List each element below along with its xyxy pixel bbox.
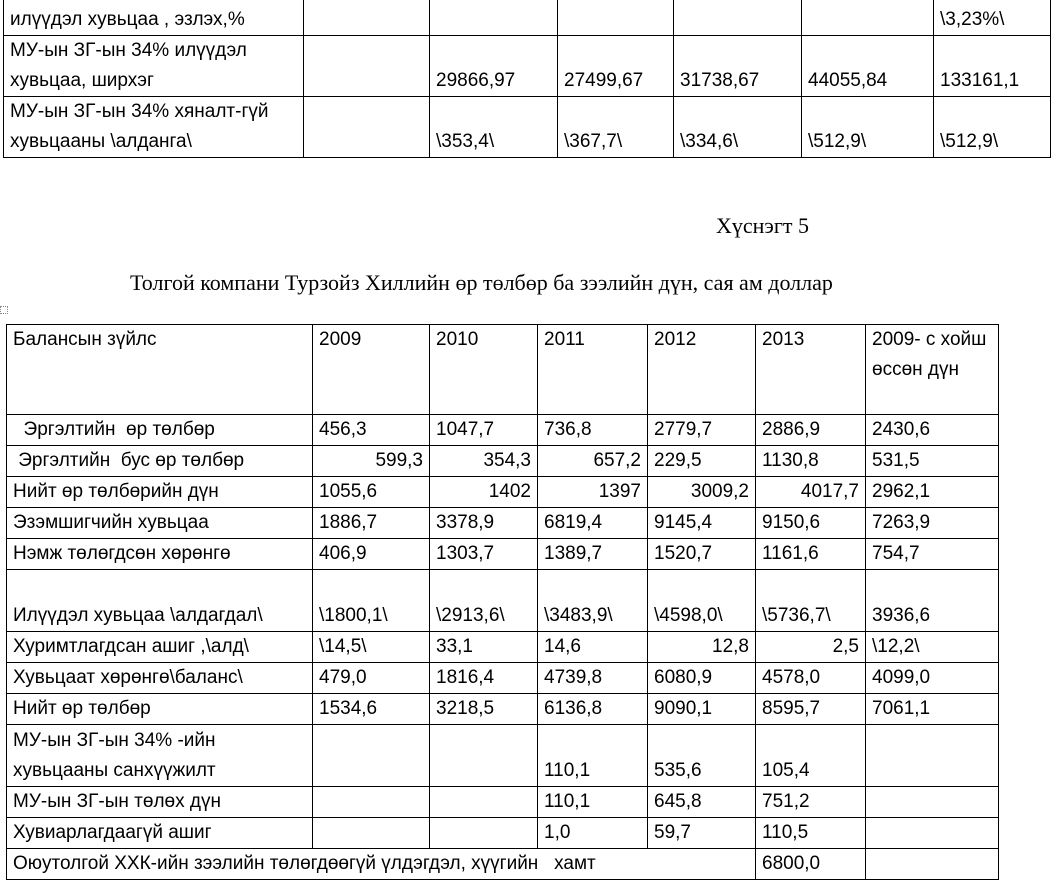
row-label: МУ-ын ЗГ-ын төлөх дүн: [7, 787, 313, 818]
main-table: [6, 324, 999, 880]
table-cell: 535,6: [648, 725, 756, 787]
table-cell: [430, 787, 538, 818]
table-cell: 599,3: [313, 446, 430, 477]
table-cell: [866, 725, 999, 787]
table-row: [4, 0, 1051, 36]
table-cell: 9090,1: [648, 694, 756, 725]
table-cell: 4578,0: [756, 663, 866, 694]
table-cell: 6819,4: [538, 508, 648, 539]
table-anchor-icon: [0, 306, 8, 314]
table-cell: [558, 0, 674, 36]
table-cell: [866, 787, 999, 818]
row-label: Хувиарлагдаагүй ашиг: [7, 818, 313, 849]
column-header: Балансын зүйлс: [7, 325, 313, 415]
table-cell: 12,8: [648, 632, 756, 663]
table-cell: [674, 0, 802, 36]
table-title: Толгой компани Турзойз Хиллийн өр төлбөр ба зээлийн дүн, сая ам доллар: [130, 270, 833, 295]
table-cell: 110,5: [756, 818, 866, 849]
table-cell: 3009,2: [648, 477, 756, 508]
row-label: Эргэлтийн өр төлбөр: [7, 415, 313, 446]
table-row: [7, 446, 999, 477]
table-cell: 44055,84: [802, 36, 934, 97]
table-cell: 479,0: [313, 663, 430, 694]
table-cell: \12,2\: [866, 632, 999, 663]
table-cell: 133161,1: [934, 36, 1051, 97]
table-cell: [430, 818, 538, 849]
column-header: 2009: [313, 325, 430, 415]
table-cell: [313, 818, 430, 849]
table-row: [7, 477, 999, 508]
table-cell: 1402: [430, 477, 538, 508]
table-cell: 1534,6: [313, 694, 430, 725]
table-cell: 9150,6: [756, 508, 866, 539]
table-cell: \512,9\: [802, 97, 934, 158]
top-table: [3, 0, 1051, 158]
table-cell: 14,6: [538, 632, 648, 663]
table-cell: \3,23%\: [934, 0, 1051, 36]
table-cell: 2430,6: [866, 415, 999, 446]
column-header: 2010: [430, 325, 538, 415]
row-label: Эргэлтийн бус өр төлбөр: [7, 446, 313, 477]
table-row: [4, 97, 1051, 158]
table-cell: 1055,6: [313, 477, 430, 508]
footer-value: 6800,0: [756, 849, 866, 880]
table-cell: \3483,9\: [538, 570, 648, 632]
table-cell: 9145,4: [648, 508, 756, 539]
table-row: [4, 36, 1051, 97]
table-cell: 105,4: [756, 725, 866, 787]
table-number-caption: Хүснэгт 5: [716, 213, 810, 238]
table-cell: 6136,8: [538, 694, 648, 725]
table-cell: 754,7: [866, 539, 999, 570]
table-cell: 657,2: [538, 446, 648, 477]
table-cell: [313, 787, 430, 818]
table-cell: 31738,67: [674, 36, 802, 97]
row-label: Эзэмшигчийн хувьцаа: [7, 508, 313, 539]
table-cell: [430, 0, 558, 36]
table-cell: [313, 725, 430, 787]
table-cell: \14,5\: [313, 632, 430, 663]
table-cell: 29866,97: [430, 36, 558, 97]
table-row: [7, 570, 999, 632]
table-cell: [866, 849, 999, 880]
table-cell: 6080,9: [648, 663, 756, 694]
column-header: 2012: [648, 325, 756, 415]
row-label: МУ-ын ЗГ-ын 34% хяналт-гүй хувьцааны \алданга\: [4, 97, 304, 158]
table-cell: \5736,7\: [756, 570, 866, 632]
row-label: Нийт өр төлбөрийн дүн: [7, 477, 313, 508]
table-row: [7, 663, 999, 694]
table-row: [7, 694, 999, 725]
row-label: МУ-ын ЗГ-ын 34% -ийн хувьцааны санхүүжилт: [7, 725, 313, 787]
table-cell: \2913,6\: [430, 570, 538, 632]
table-cell: 8595,7: [756, 694, 866, 725]
table-cell: 2779,7: [648, 415, 756, 446]
table-cell: 1130,8: [756, 446, 866, 477]
table-row: [7, 818, 999, 849]
table-cell: \4598,0\: [648, 570, 756, 632]
table-cell: 4739,8: [538, 663, 648, 694]
table-cell: 110,1: [538, 725, 648, 787]
table-cell: 645,8: [648, 787, 756, 818]
table-cell: \1800,1\: [313, 570, 430, 632]
table-row: [7, 632, 999, 663]
table-cell: \512,9\: [934, 97, 1051, 158]
table-cell: [304, 97, 430, 158]
table-cell: 1047,7: [430, 415, 538, 446]
table-cell: 354,3: [430, 446, 538, 477]
table-cell: 229,5: [648, 446, 756, 477]
table-row: [7, 508, 999, 539]
row-label: Хуримтлагдсан ашиг ,\алд\: [7, 632, 313, 663]
table-cell: \367,7\: [558, 97, 674, 158]
table-cell: 110,1: [538, 787, 648, 818]
table-cell: 1520,7: [648, 539, 756, 570]
table-cell: 406,9: [313, 539, 430, 570]
table-cell: 1161,6: [756, 539, 866, 570]
table-cell: 3218,5: [430, 694, 538, 725]
table-cell: [430, 725, 538, 787]
table-cell: [304, 36, 430, 97]
table-cell: 7263,9: [866, 508, 999, 539]
row-label: Нэмж төлөгдсөн хөрөнгө: [7, 539, 313, 570]
table-header-row: [7, 325, 999, 415]
table-cell: 1,0: [538, 818, 648, 849]
table-cell: 27499,67: [558, 36, 674, 97]
table-cell: 4099,0: [866, 663, 999, 694]
table-cell: 7061,1: [866, 694, 999, 725]
table-cell: 1397: [538, 477, 648, 508]
table-cell: 751,2: [756, 787, 866, 818]
row-label: МУ-ын ЗГ-ын 34% илүүдэл хувьцаа, ширхэг: [4, 36, 304, 97]
table-cell: 33,1: [430, 632, 538, 663]
table-cell: \334,6\: [674, 97, 802, 158]
table-cell: 736,8: [538, 415, 648, 446]
table-cell: 2886,9: [756, 415, 866, 446]
column-header: 2013: [756, 325, 866, 415]
row-label: Хувьцаат хөрөнгө\баланс\: [7, 663, 313, 694]
table-cell: [304, 0, 430, 36]
table-cell: 531,5: [866, 446, 999, 477]
table-cell: 3936,6: [866, 570, 999, 632]
table-cell: 59,7: [648, 818, 756, 849]
table-cell: 2,5: [756, 632, 866, 663]
row-label: Илүүдэл хувьцаа \алдагдал\: [7, 570, 313, 632]
row-label: Нийт өр төлбөр: [7, 694, 313, 725]
table-cell: 1816,4: [430, 663, 538, 694]
row-label: илүүдэл хувьцаа , эзлэх,%: [4, 0, 304, 36]
table-cell: [802, 0, 934, 36]
table-row: [7, 725, 999, 787]
table-cell: \353,4\: [430, 97, 558, 158]
table-cell: 456,3: [313, 415, 430, 446]
table-cell: 1389,7: [538, 539, 648, 570]
table-cell: 2962,1: [866, 477, 999, 508]
column-header: 2009- с хойш өссөн дүн: [866, 325, 999, 415]
footer-label: Оюутолгой ХХК-ийн зээлийн төлөгдөөгүй үлдэгдэл, хүүгийн хамт: [7, 849, 756, 880]
table-cell: 4017,7: [756, 477, 866, 508]
table-cell: 1886,7: [313, 508, 430, 539]
table-cell: 1303,7: [430, 539, 538, 570]
table-footer-row: [7, 849, 999, 880]
table-row: [7, 415, 999, 446]
column-header: 2011: [538, 325, 648, 415]
table-row: [7, 787, 999, 818]
table-cell: 3378,9: [430, 508, 538, 539]
table-row: [7, 539, 999, 570]
table-cell: [866, 818, 999, 849]
